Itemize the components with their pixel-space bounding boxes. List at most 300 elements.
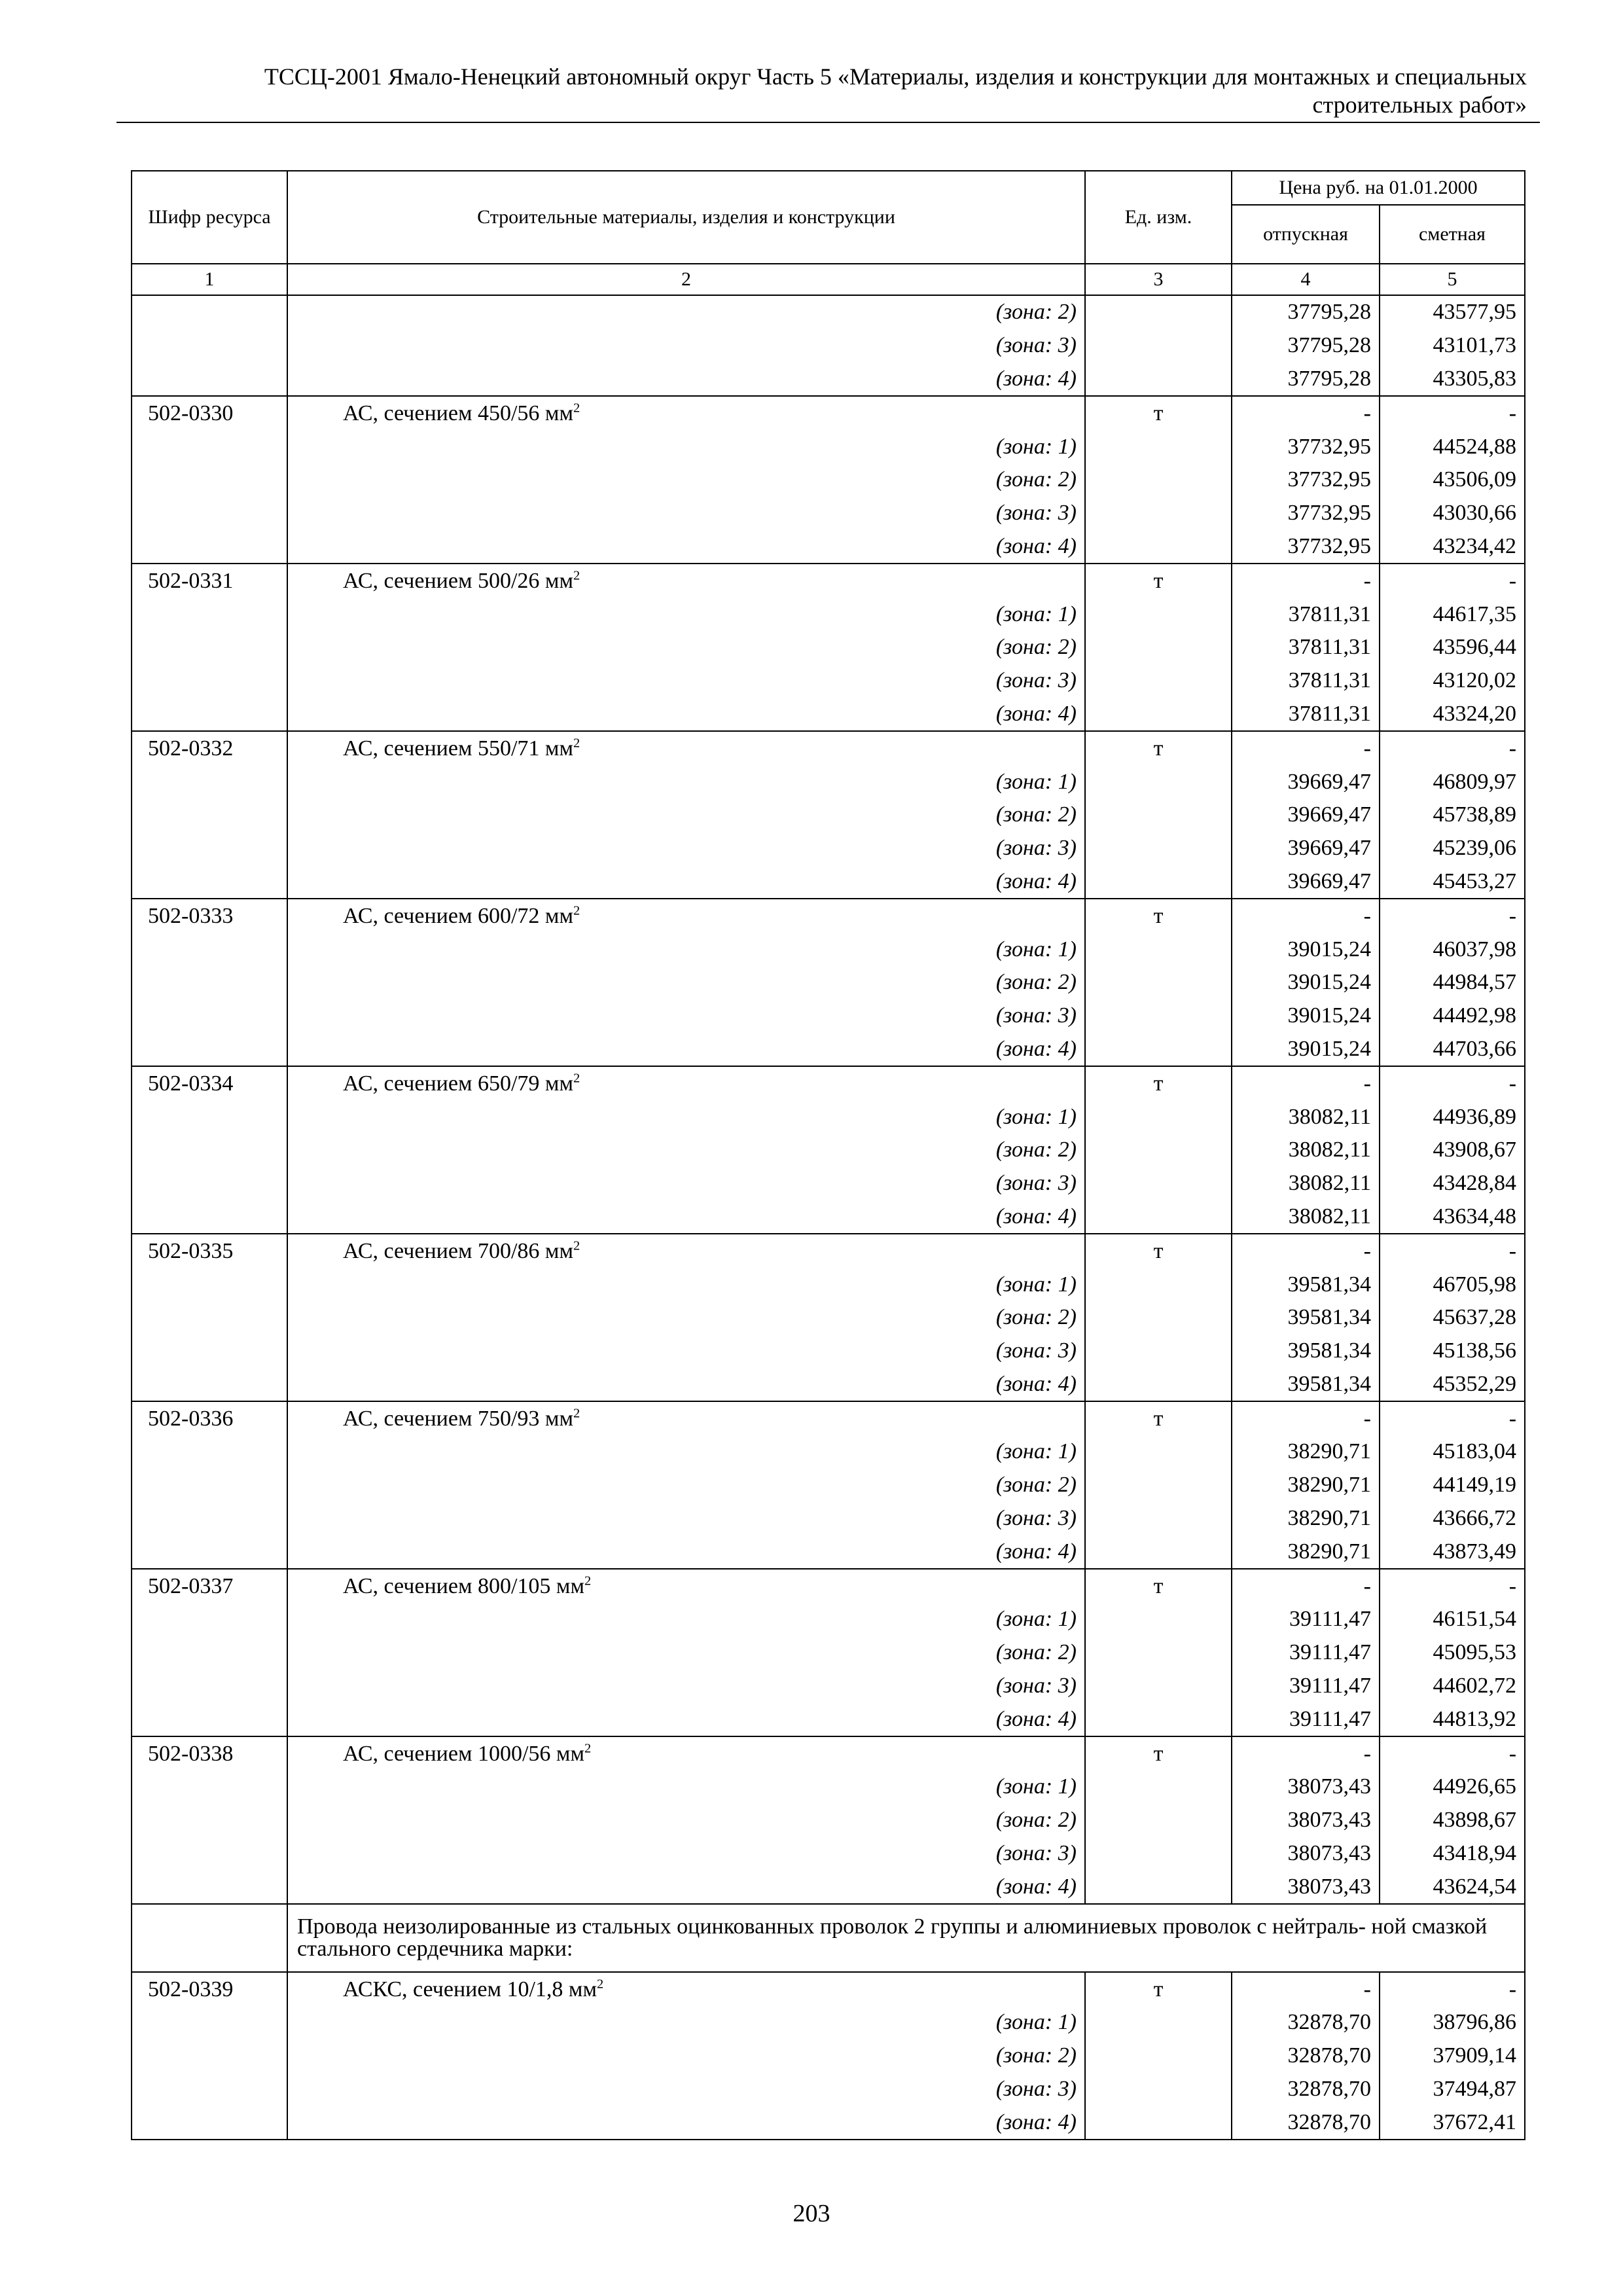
column-header-release-price: отпускная [1232,205,1380,264]
estimate-price: 44703,66 [1380,1033,1525,1067]
release-price: 39111,47 [1232,1603,1380,1636]
table-row [132,430,1525,463]
header-line-1: ТССЦ-2001 Ямало-Ненецкий автономный округ Часть 5 «Материалы, изделия и конструкции для монтажных и специальных [264,63,1527,90]
material-name [287,731,1085,765]
section-code-cell [132,1904,287,1972]
unit-cell [1085,698,1232,732]
release-price: 39015,24 [1232,1033,1380,1067]
unit-cell [1085,865,1232,899]
zone-label: (зона: 2) [287,966,1085,999]
estimate-price: 37494,87 [1380,2073,1525,2106]
resource-code-cell [132,664,287,698]
unit-cell [1085,430,1232,463]
release-price: 38290,71 [1232,1435,1380,1469]
estimate-price: 43596,44 [1380,631,1525,664]
estimate-price: - [1380,899,1525,933]
zone-label: (зона: 4) [287,1870,1085,1904]
zone-label: (зона: 4) [287,698,1085,732]
header-line-2: строительных работ» [1312,92,1527,118]
unit-cell [1085,1268,1232,1301]
zone-label: (зона: 3) [287,329,1085,363]
estimate-price: - [1380,1736,1525,1770]
release-price: 38073,43 [1232,1804,1380,1837]
table-row [132,966,1525,999]
resource-code-cell [132,1502,287,1535]
estimate-price: - [1380,1401,1525,1435]
release-price: 38082,11 [1232,1167,1380,1200]
unit: т [1085,564,1232,598]
column-header-name: Строительные материалы, изделия и конструкции [287,171,1085,264]
material-name-text: АС, сечением 650/79 мм [343,1071,573,1096]
estimate-price: - [1380,731,1525,765]
estimate-price: 44524,88 [1380,430,1525,463]
unit-cell [1085,999,1232,1033]
release-price: 39015,24 [1232,966,1380,999]
table-row [132,1804,1525,1837]
resource-code-cell [132,1702,287,1736]
zone-label: (зона: 2) [287,1469,1085,1502]
material-name-text: АС, сечением 750/93 мм [343,1406,573,1431]
material-name-text: АС, сечением 800/105 мм [343,1573,584,1598]
release-price: 39669,47 [1232,865,1380,899]
estimate-price: 43101,73 [1380,329,1525,363]
unit: т [1085,1736,1232,1770]
table-row [132,1335,1525,1368]
table-row [132,598,1525,631]
estimate-price: 44926,65 [1380,1770,1525,1804]
estimate-price: 43305,83 [1380,363,1525,397]
unit-cell [1085,966,1232,999]
estimate-price: 44602,72 [1380,1670,1525,1703]
resource-code-cell [132,798,287,832]
estimate-price: 44149,19 [1380,1469,1525,1502]
column-number-3: 3 [1085,264,1232,295]
resource-code: 502-0336 [132,1401,287,1435]
zone-label: (зона: 4) [287,363,1085,397]
price-table [131,170,1525,2140]
resource-code-cell [132,1200,287,1234]
unit-cell [1085,933,1232,966]
release-price: 32878,70 [1232,2106,1380,2140]
release-price: 39669,47 [1232,832,1380,865]
superscript-2: 2 [573,903,580,918]
material-name-text: АС, сечением 450/56 мм [343,401,573,425]
superscript-2: 2 [573,401,580,416]
estimate-price: 43577,95 [1380,295,1525,329]
material-name [287,1066,1085,1100]
unit-cell [1085,463,1232,497]
estimate-price: 44813,92 [1380,1702,1525,1736]
estimate-price: 46151,54 [1380,1603,1525,1636]
zone-label: (зона: 3) [287,1837,1085,1871]
release-price: - [1232,1066,1380,1100]
superscript-2: 2 [573,1238,580,1253]
table-row [132,899,1525,933]
release-price: 39669,47 [1232,765,1380,798]
unit-cell [1085,363,1232,397]
zone-label: (зона: 2) [287,463,1085,497]
column-header-price: Цена руб. на 01.01.2000 [1232,171,1525,205]
unit-cell [1085,329,1232,363]
estimate-price: 45183,04 [1380,1435,1525,1469]
release-price: 38290,71 [1232,1535,1380,1569]
resource-code: 502-0334 [132,1066,287,1100]
resource-code-cell [132,363,287,397]
zone-label: (зона: 2) [287,2039,1085,2073]
resource-code: 502-0333 [132,899,287,933]
table-row [132,2039,1525,2073]
table-row [132,865,1525,899]
zone-label: (зона: 3) [287,1670,1085,1703]
resource-code-cell [132,1804,287,1837]
resource-code-cell [132,1837,287,1871]
unit: т [1085,1066,1232,1100]
table-row [132,1636,1525,1670]
resource-code-cell [132,999,287,1033]
unit-cell [1085,1100,1232,1134]
page-number: 203 [793,2200,830,2227]
unit-cell [1085,2073,1232,2106]
table-row [132,698,1525,732]
unit-cell [1085,1702,1232,1736]
unit: т [1085,396,1232,430]
release-price: 39015,24 [1232,999,1380,1033]
material-name-text: АС, сечением 700/86 мм [343,1238,573,1263]
zone-label: (зона: 3) [287,1167,1085,1200]
resource-code-cell [132,530,287,564]
table-row [132,765,1525,798]
resource-code-cell [132,631,287,664]
release-price: 32878,70 [1232,2073,1380,2106]
release-price: 38073,43 [1232,1770,1380,1804]
resource-code-cell [132,1535,287,1569]
unit: т [1085,731,1232,765]
column-header-estimate-price: сметная [1380,205,1525,264]
resource-code-cell [132,1603,287,1636]
resource-code-cell [132,1636,287,1670]
material-name [287,1234,1085,1268]
zone-label: (зона: 1) [287,1435,1085,1469]
unit-cell [1085,832,1232,865]
resource-code-cell [132,1100,287,1134]
zone-label: (зона: 2) [287,1636,1085,1670]
resource-code-cell [132,2106,287,2140]
table-row [132,1736,1525,1770]
table-row [132,1502,1525,1535]
estimate-price: 45239,06 [1380,832,1525,865]
estimate-price: 37909,14 [1380,2039,1525,2073]
unit-cell [1085,1502,1232,1535]
release-price: 39111,47 [1232,1702,1380,1736]
material-name-text: АСКС, сечением 10/1,8 мм [343,1977,597,2001]
release-price: 38082,11 [1232,1100,1380,1134]
release-price: 37795,28 [1232,295,1380,329]
estimate-price: 46809,97 [1380,765,1525,798]
unit-cell [1085,295,1232,329]
unit-cell [1085,1870,1232,1904]
table-row [132,329,1525,363]
table-row [132,933,1525,966]
resource-code-cell [132,832,287,865]
release-price: - [1232,1401,1380,1435]
column-header-unit: Ед. изм. [1085,171,1232,264]
estimate-price: 44492,98 [1380,999,1525,1033]
unit-cell [1085,1435,1232,1469]
resource-code-cell [132,1268,287,1301]
unit-cell [1085,1335,1232,1368]
resource-code-cell [132,497,287,530]
superscript-2: 2 [573,1071,580,1086]
release-price: 39581,34 [1232,1368,1380,1402]
table-row [132,2006,1525,2039]
estimate-price: 38796,86 [1380,2006,1525,2039]
resource-code-cell [132,865,287,899]
release-price: - [1232,731,1380,765]
table-row [132,1702,1525,1736]
resource-code-cell [132,329,287,363]
release-price: 32878,70 [1232,2006,1380,2039]
table-row [132,1535,1525,1569]
section-heading: Провода неизолированные из стальных оцинкованных проволок 2 группы и алюминиевых проволок с нейтраль- ной смазкой стального сердечника марки: [287,1904,1525,1972]
zone-label: (зона: 1) [287,1100,1085,1134]
release-price: 39015,24 [1232,933,1380,966]
estimate-price: 43873,49 [1380,1535,1525,1569]
unit-cell [1085,631,1232,664]
table-row [132,295,1525,329]
table-row [132,2106,1525,2140]
release-price: 39581,34 [1232,1268,1380,1301]
table-row [132,1469,1525,1502]
release-price: 39111,47 [1232,1670,1380,1703]
resource-code: 502-0337 [132,1569,287,1603]
resource-code-cell [132,1770,287,1804]
unit: т [1085,1234,1232,1268]
resource-code-cell [132,1167,287,1200]
resource-code-cell [132,1435,287,1469]
resource-code-cell [132,1134,287,1167]
unit-cell [1085,664,1232,698]
unit-cell [1085,1535,1232,1569]
zone-label: (зона: 4) [287,1535,1085,1569]
zone-label: (зона: 1) [287,1268,1085,1301]
material-name [287,899,1085,933]
zone-label: (зона: 4) [287,2106,1085,2140]
release-price: 39669,47 [1232,798,1380,832]
table-row [132,1368,1525,1402]
unit-cell [1085,1837,1232,1871]
unit-cell [1085,1603,1232,1636]
resource-code-cell [132,463,287,497]
zone-label: (зона: 3) [287,832,1085,865]
zone-label: (зона: 1) [287,2006,1085,2039]
table-row [132,1033,1525,1067]
unit: т [1085,1401,1232,1435]
resource-code-cell [132,430,287,463]
zone-label: (зона: 4) [287,530,1085,564]
release-price: - [1232,396,1380,430]
release-price: - [1232,899,1380,933]
release-price: 37811,31 [1232,598,1380,631]
table-row [132,463,1525,497]
estimate-price: - [1380,1569,1525,1603]
zone-label: (зона: 4) [287,1033,1085,1067]
resource-code-cell [132,1870,287,1904]
zone-label: (зона: 2) [287,631,1085,664]
table-row [132,1167,1525,1200]
estimate-price: 46705,98 [1380,1268,1525,1301]
estimate-price: - [1380,1234,1525,1268]
unit: т [1085,899,1232,933]
unit: т [1085,1972,1232,2006]
zone-label: (зона: 3) [287,497,1085,530]
resource-code-cell [132,933,287,966]
table-body [132,295,1525,2140]
unit-cell [1085,798,1232,832]
resource-code-cell [132,698,287,732]
release-price: - [1232,1736,1380,1770]
release-price: 39111,47 [1232,1636,1380,1670]
resource-code-cell [132,1033,287,1067]
column-number-2: 2 [287,264,1085,295]
table-row [132,1770,1525,1804]
unit-cell [1085,1636,1232,1670]
zone-label: (зона: 3) [287,2073,1085,2106]
table-row [132,1134,1525,1167]
zone-label: (зона: 3) [287,1335,1085,1368]
estimate-price: 43120,02 [1380,664,1525,698]
superscript-2: 2 [573,568,580,583]
unit-cell [1085,1804,1232,1837]
resource-code: 502-0339 [132,1972,287,2006]
material-name [287,564,1085,598]
release-price: 38073,43 [1232,1837,1380,1871]
zone-label: (зона: 2) [287,798,1085,832]
release-price: 38073,43 [1232,1870,1380,1904]
unit-cell [1085,765,1232,798]
estimate-price: 44936,89 [1380,1100,1525,1134]
estimate-price: 45095,53 [1380,1636,1525,1670]
estimate-price: - [1380,564,1525,598]
release-price: 37732,95 [1232,497,1380,530]
page-header [116,63,1527,119]
estimate-price: 45352,29 [1380,1368,1525,1402]
estimate-price: 43506,09 [1380,463,1525,497]
table-row [132,1837,1525,1871]
zone-label: (зона: 4) [287,1200,1085,1234]
estimate-price: 43418,94 [1380,1837,1525,1871]
release-price: - [1232,1972,1380,2006]
material-name-text: АС, сечением 600/72 мм [343,903,573,928]
table-row [132,731,1525,765]
release-price: 38082,11 [1232,1134,1380,1167]
unit-cell [1085,1301,1232,1335]
unit-cell [1085,2006,1232,2039]
unit-cell [1085,1770,1232,1804]
release-price: 38290,71 [1232,1469,1380,1502]
unit-cell [1085,1469,1232,1502]
table-row [132,1301,1525,1335]
unit-cell [1085,1368,1232,1402]
table-row [132,1435,1525,1469]
table-row [132,1972,1525,2006]
release-price: 32878,70 [1232,2039,1380,2073]
estimate-price: 43234,42 [1380,530,1525,564]
estimate-price: 45453,27 [1380,865,1525,899]
zone-label: (зона: 3) [287,1502,1085,1535]
superscript-2: 2 [573,1406,580,1421]
release-price: 38290,71 [1232,1502,1380,1535]
resource-code: 502-0338 [132,1736,287,1770]
section-row [132,1904,1525,1972]
release-price: 37811,31 [1232,664,1380,698]
release-price: 38082,11 [1232,1200,1380,1234]
estimate-price: - [1380,1972,1525,2006]
estimate-price: 37672,41 [1380,2106,1525,2140]
unit-cell [1085,1670,1232,1703]
unit-cell [1085,598,1232,631]
estimate-price: 46037,98 [1380,933,1525,966]
column-header-code: Шифр ресурса [132,171,287,264]
resource-code: 502-0330 [132,396,287,430]
superscript-2: 2 [573,736,580,751]
resource-code-cell [132,1368,287,1402]
table-row [132,363,1525,397]
release-price: 37732,95 [1232,463,1380,497]
material-name [287,396,1085,430]
zone-label: (зона: 2) [287,1804,1085,1837]
release-price: 39581,34 [1232,1301,1380,1335]
estimate-price: 45738,89 [1380,798,1525,832]
table-row [132,1200,1525,1234]
zone-label: (зона: 3) [287,664,1085,698]
estimate-price: 43324,20 [1380,698,1525,732]
unit-cell [1085,1033,1232,1067]
table-row [132,1066,1525,1100]
resource-code-cell [132,2039,287,2073]
material-name-text: АС, сечением 500/26 мм [343,568,573,593]
release-price: 37795,28 [1232,329,1380,363]
zone-label: (зона: 1) [287,1770,1085,1804]
unit-cell [1085,497,1232,530]
material-name-text: АС, сечением 1000/56 мм [343,1741,584,1766]
resource-code-cell [132,295,287,329]
resource-code-cell [132,1301,287,1335]
zone-label: (зона: 2) [287,1301,1085,1335]
unit-cell [1085,2106,1232,2140]
release-price: 37811,31 [1232,698,1380,732]
resource-code: 502-0335 [132,1234,287,1268]
zone-label: (зона: 3) [287,999,1085,1033]
zone-label: (зона: 4) [287,865,1085,899]
resource-code-cell [132,1670,287,1703]
estimate-price: 43898,67 [1380,1804,1525,1837]
superscript-2: 2 [584,1741,592,1756]
estimate-price: 43030,66 [1380,497,1525,530]
estimate-price: 45138,56 [1380,1335,1525,1368]
table-row [132,832,1525,865]
unit: т [1085,1569,1232,1603]
zone-label: (зона: 1) [287,430,1085,463]
estimate-price: 44617,35 [1380,598,1525,631]
table-row [132,1268,1525,1301]
header-rule [116,122,1540,123]
estimate-price: 43908,67 [1380,1134,1525,1167]
resource-code-cell [132,2006,287,2039]
release-price: - [1232,1234,1380,1268]
material-name-text: АС, сечением 550/71 мм [343,736,573,761]
superscript-2: 2 [584,1573,592,1588]
resource-code-cell [132,765,287,798]
